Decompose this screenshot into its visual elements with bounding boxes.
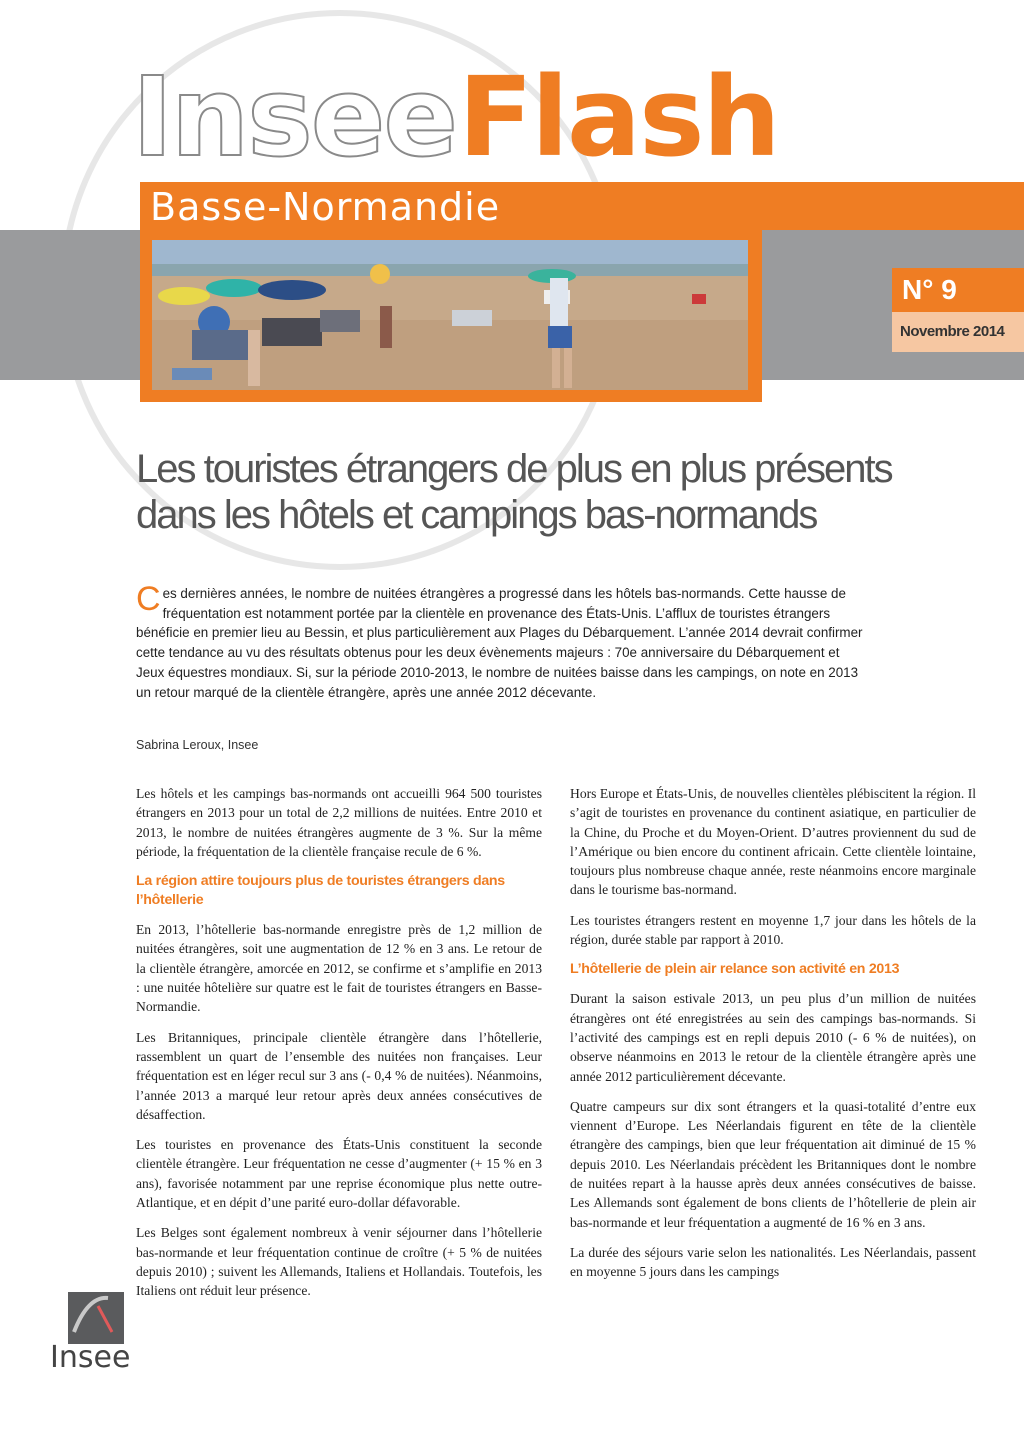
insee-logo-icon <box>68 1292 124 1344</box>
article-title: Les touristes étrangers de plus en plus présents dans les hôtels et campings bas-normands <box>136 447 892 537</box>
issue-number: N° 9 <box>902 274 957 305</box>
lead-dropcap: C <box>136 580 161 618</box>
region-label: Basse-Normandie <box>150 185 501 229</box>
brand-insee-wordmark: Insee <box>132 53 456 181</box>
paragraph: La durée des séjours varie selon les nationalités. Les Néerlandais, passent en moyenne 5 jours dans les campings <box>570 1244 976 1280</box>
body-column-right <box>570 784 976 1293</box>
article-author: Sabrina Leroux, Insee <box>136 738 259 752</box>
paragraph: Durant la saison estivale 2013, un peu plus d’un million de nuitées étrangères ont été enregistrées au sein des campings bas-normands. Si l’activité des campings est en repli depuis 2010 (- 6 % de nuitées), on observe néanmoins en 2013 le retour de la clientèle étrangère après une année 2012 particulièrement décevante. <box>570 991 976 1084</box>
lead-text: es dernières années, le nombre de nuitées étrangères a progressé dans les hôtels bas-normands. Cette hausse de fréquentation est notamment portée par la clientèle en provenance des États-Unis. L’afflux de touristes étrangers bénéficie en premier lieu au Bessin, et plus particulièrement aux Plages du Débarquement. L’année 2014 devrait confirmer cette tendance au vu des résultats obtenus pour les deux évènements majeurs : 70e anniversaire du Débarquement et Jeux équestres mondiaux. Si, sur la période 2010-2013, le nombre de nuitées baisse dans les campings, on note en 2013 un retour marqué de la clientèle étrangère, après une année 2012 décevante. <box>136 586 863 700</box>
paragraph: Les Belges sont également nombreux à venir séjourner dans l’hôtellerie bas-normande et leur fréquentation continue de croître (+ 5 % de nuitées depuis 2010) ; suivent les Allemands, Italiens et Hollandais. Toutefois, les Italiens ont réduit leur présence. <box>136 1225 542 1299</box>
paragraph: Les Britanniques, principale clientèle étrangère dans l’hôtellerie, rassemblent un quart de l’ensemble des nuitées non françaises. Leur fréquentation est en léger recul sur 3 ans (- 0,4 % de nuitées). Néanmoins, l’année 2013 a marqué leur retour après deux années consécutives de désaffection. <box>136 1029 542 1122</box>
insee-logo-text: Insee <box>50 1340 131 1375</box>
section-heading: L’hôtellerie de plein air relance son activité en 2013 <box>570 961 900 978</box>
issue-date: Novembre 2014 <box>900 323 1005 340</box>
body-column-left <box>136 784 542 1312</box>
paragraph: Hors Europe et États-Unis, de nouvelles clientèles plébiscitent la région. Il s’agit de touristes en provenance du continent asiatique, en particulier de la Chine, du Proche et du Moyen-Orient. D’autres proviennent du sud de l’Amérique ou bien encore du continent africain. Cette clientèle lointaine, toujours plus nombreuse chaque année, reste néanmoins encore marginale dans le tourisme bas-normand. <box>570 786 976 898</box>
article-lead <box>136 580 868 702</box>
brand-flash-wordmark: Flash <box>458 53 779 181</box>
paragraph: Les hôtels et les campings bas-normands ont accueilli 964 500 touristes étrangers en 2013 pour un total de 2,2 millions de nuitées. Entre 2010 et 2013, le nombre de nuitées étrangères augmente de 3 %. Sur la même période, la fréquentation de la clientèle française recule de 6 %. <box>136 786 542 859</box>
section-heading: La région attire toujours plus de touristes étrangers dans l’hôtellerie <box>136 873 505 909</box>
paragraph: Les touristes étrangers restent en moyenne 1,7 jour dans les hôtels de la région, durée stable par rapport à 2010. <box>570 912 976 948</box>
paragraph: En 2013, l’hôtellerie bas-normande enregistre près de 1,2 million de nuitées étrangères, soit une augmentation de 12 % en 3 ans. Le retour de la clientèle étrangère, amorcée en 2012, se confirme et s’amplifie en 2013 : une nuitée hôtelière sur quatre est le fait de touristes étrangers en Basse-Normandie. <box>136 922 542 1015</box>
paragraph: Les touristes en provenance des États-Unis constituent la seconde clientèle étrangère. Leur fréquentation ne cesse d’augmenter (+ 15 % en 3 ans), favorisée notamment par une reprise économique plus nette outre-Atlantique, et en dépit d’une parité euro-dollar défavorable. <box>136 1137 542 1211</box>
paragraph: Quatre campeurs sur dix sont étrangers et la quasi-totalité d’entre eux viennent d’Europe. Les Néerlandais figurent en tête de la clientèle étrangère des campings, bien que leur fréquentation ait diminué de 15 % depuis 2010. Les Néerlandais précèdent les Britanniques dont le nombre de nuitées repart à la hausse après deux années consécutives de baisse. Les Allemands sont également de bons clients de l’hôtellerie de plein air bas-normande et leur fréquentation a augmenté de 16 % en 3 ans. <box>570 1098 976 1230</box>
cover-photo-beach <box>152 240 748 390</box>
